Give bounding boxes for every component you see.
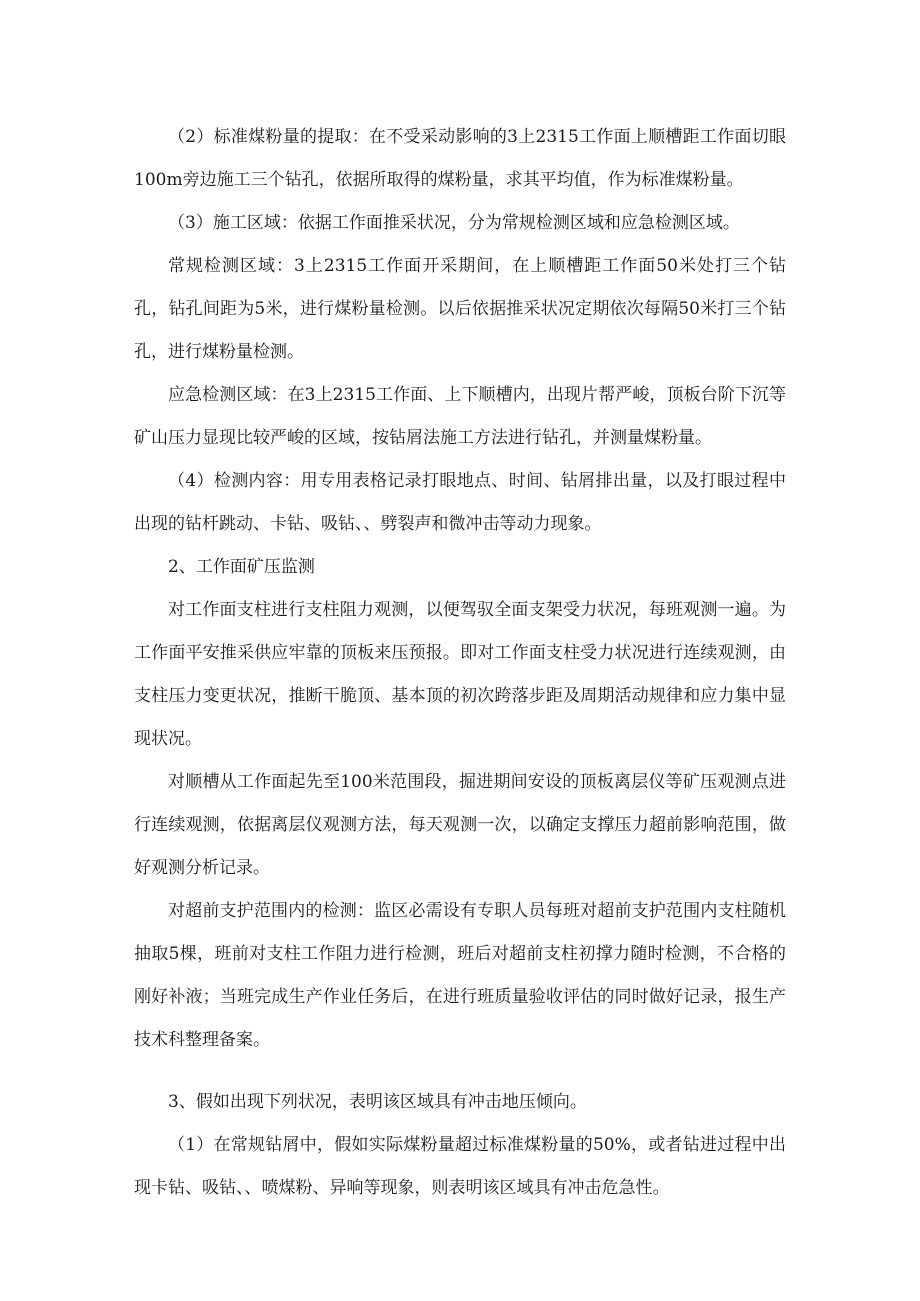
paragraph-advance-support-detection: 对超前支护范围内的检测：监区必需设有专职人员每班对超前支护范围内支柱随机抽取5棵，班前对支柱工作阻力进行检测，班后对超前支柱初撑力随时检测，不合格的刚好补液；当班完成生产作业任务后，在进行班质量验收评估的同时做好记录，报生产技术科整理备案。 xyxy=(134,901,786,1050)
paragraph-emergency-detection: 应急检测区域：在3上2315工作面、上下顺槽内，出现片帮严峻，顶板台阶下沉等矿山压力显现比较严峻的区域，按钻屑法施工方法进行钻孔，并测量煤粉量。 xyxy=(134,385,786,448)
paragraph-roadway-observation: 对顺槽从工作面起先至100米范围段，掘进期间安设的顶板离层仪等矿压观测点进行连续观测，依据离层仪观测方法，每天观测一次，以确定支撑压力超前影响范围，做好观测分析记录。 xyxy=(134,772,786,878)
paragraph-support-resistance: 对工作面支柱进行支柱阻力观测，以便驾驭全面支架受力状况，每班观测一遍。为工作面平安推采供应牢靠的顶板来压预报。即对工作面支柱受力状况进行连续观测，由支柱压力变更状况，推断干脆顶、基本顶的初次跨落步距及周期活动规律和应力集中显现状况。 xyxy=(134,600,786,749)
paragraph-routine-detection: 常规检测区域：3上2315工作面开采期间，在上顺槽距工作面50米处打三个钻孔，钻孔间距为5米，进行煤粉量检测。以后依据推采状况定期依次每隔50米打三个钻孔，进行煤粉量检测。 xyxy=(134,256,786,362)
paragraph-drill-cuttings-condition: （1）在常规钻屑中，假如实际煤粉量超过标准煤粉量的50%，或者钻进过程中出现卡钻、吸钻、、喷煤粉、异响等现象，则表明该区域具有冲击危急性。 xyxy=(134,1135,786,1198)
section-heading-rockburst-tendency: 3、假如出现下列状况，表明该区域具有冲击地压倾向。 xyxy=(168,1092,587,1112)
paragraph-detection-content: （4）检测内容：用专用表格记录打眼地点、时间、钻屑排出量，以及打眼过程中出现的钻杆跳动、卡钻、吸钻、、劈裂声和微冲击等动力现象。 xyxy=(134,471,786,534)
section-heading-pressure-monitoring: 2、工作面矿压监测 xyxy=(168,557,315,577)
paragraph-standard-coal-powder: （2）标准煤粉量的提取：在不受采动影响的3上2315工作面上顺槽距工作面切眼100m旁边施工三个钻孔，依据所取得的煤粉量，求其平均值，作为标准煤粉量。 xyxy=(134,127,786,190)
paragraph-construction-area: （3）施工区域：依据工作面推采状况，分为常规检测区域和应急检测区域。 xyxy=(168,213,740,233)
